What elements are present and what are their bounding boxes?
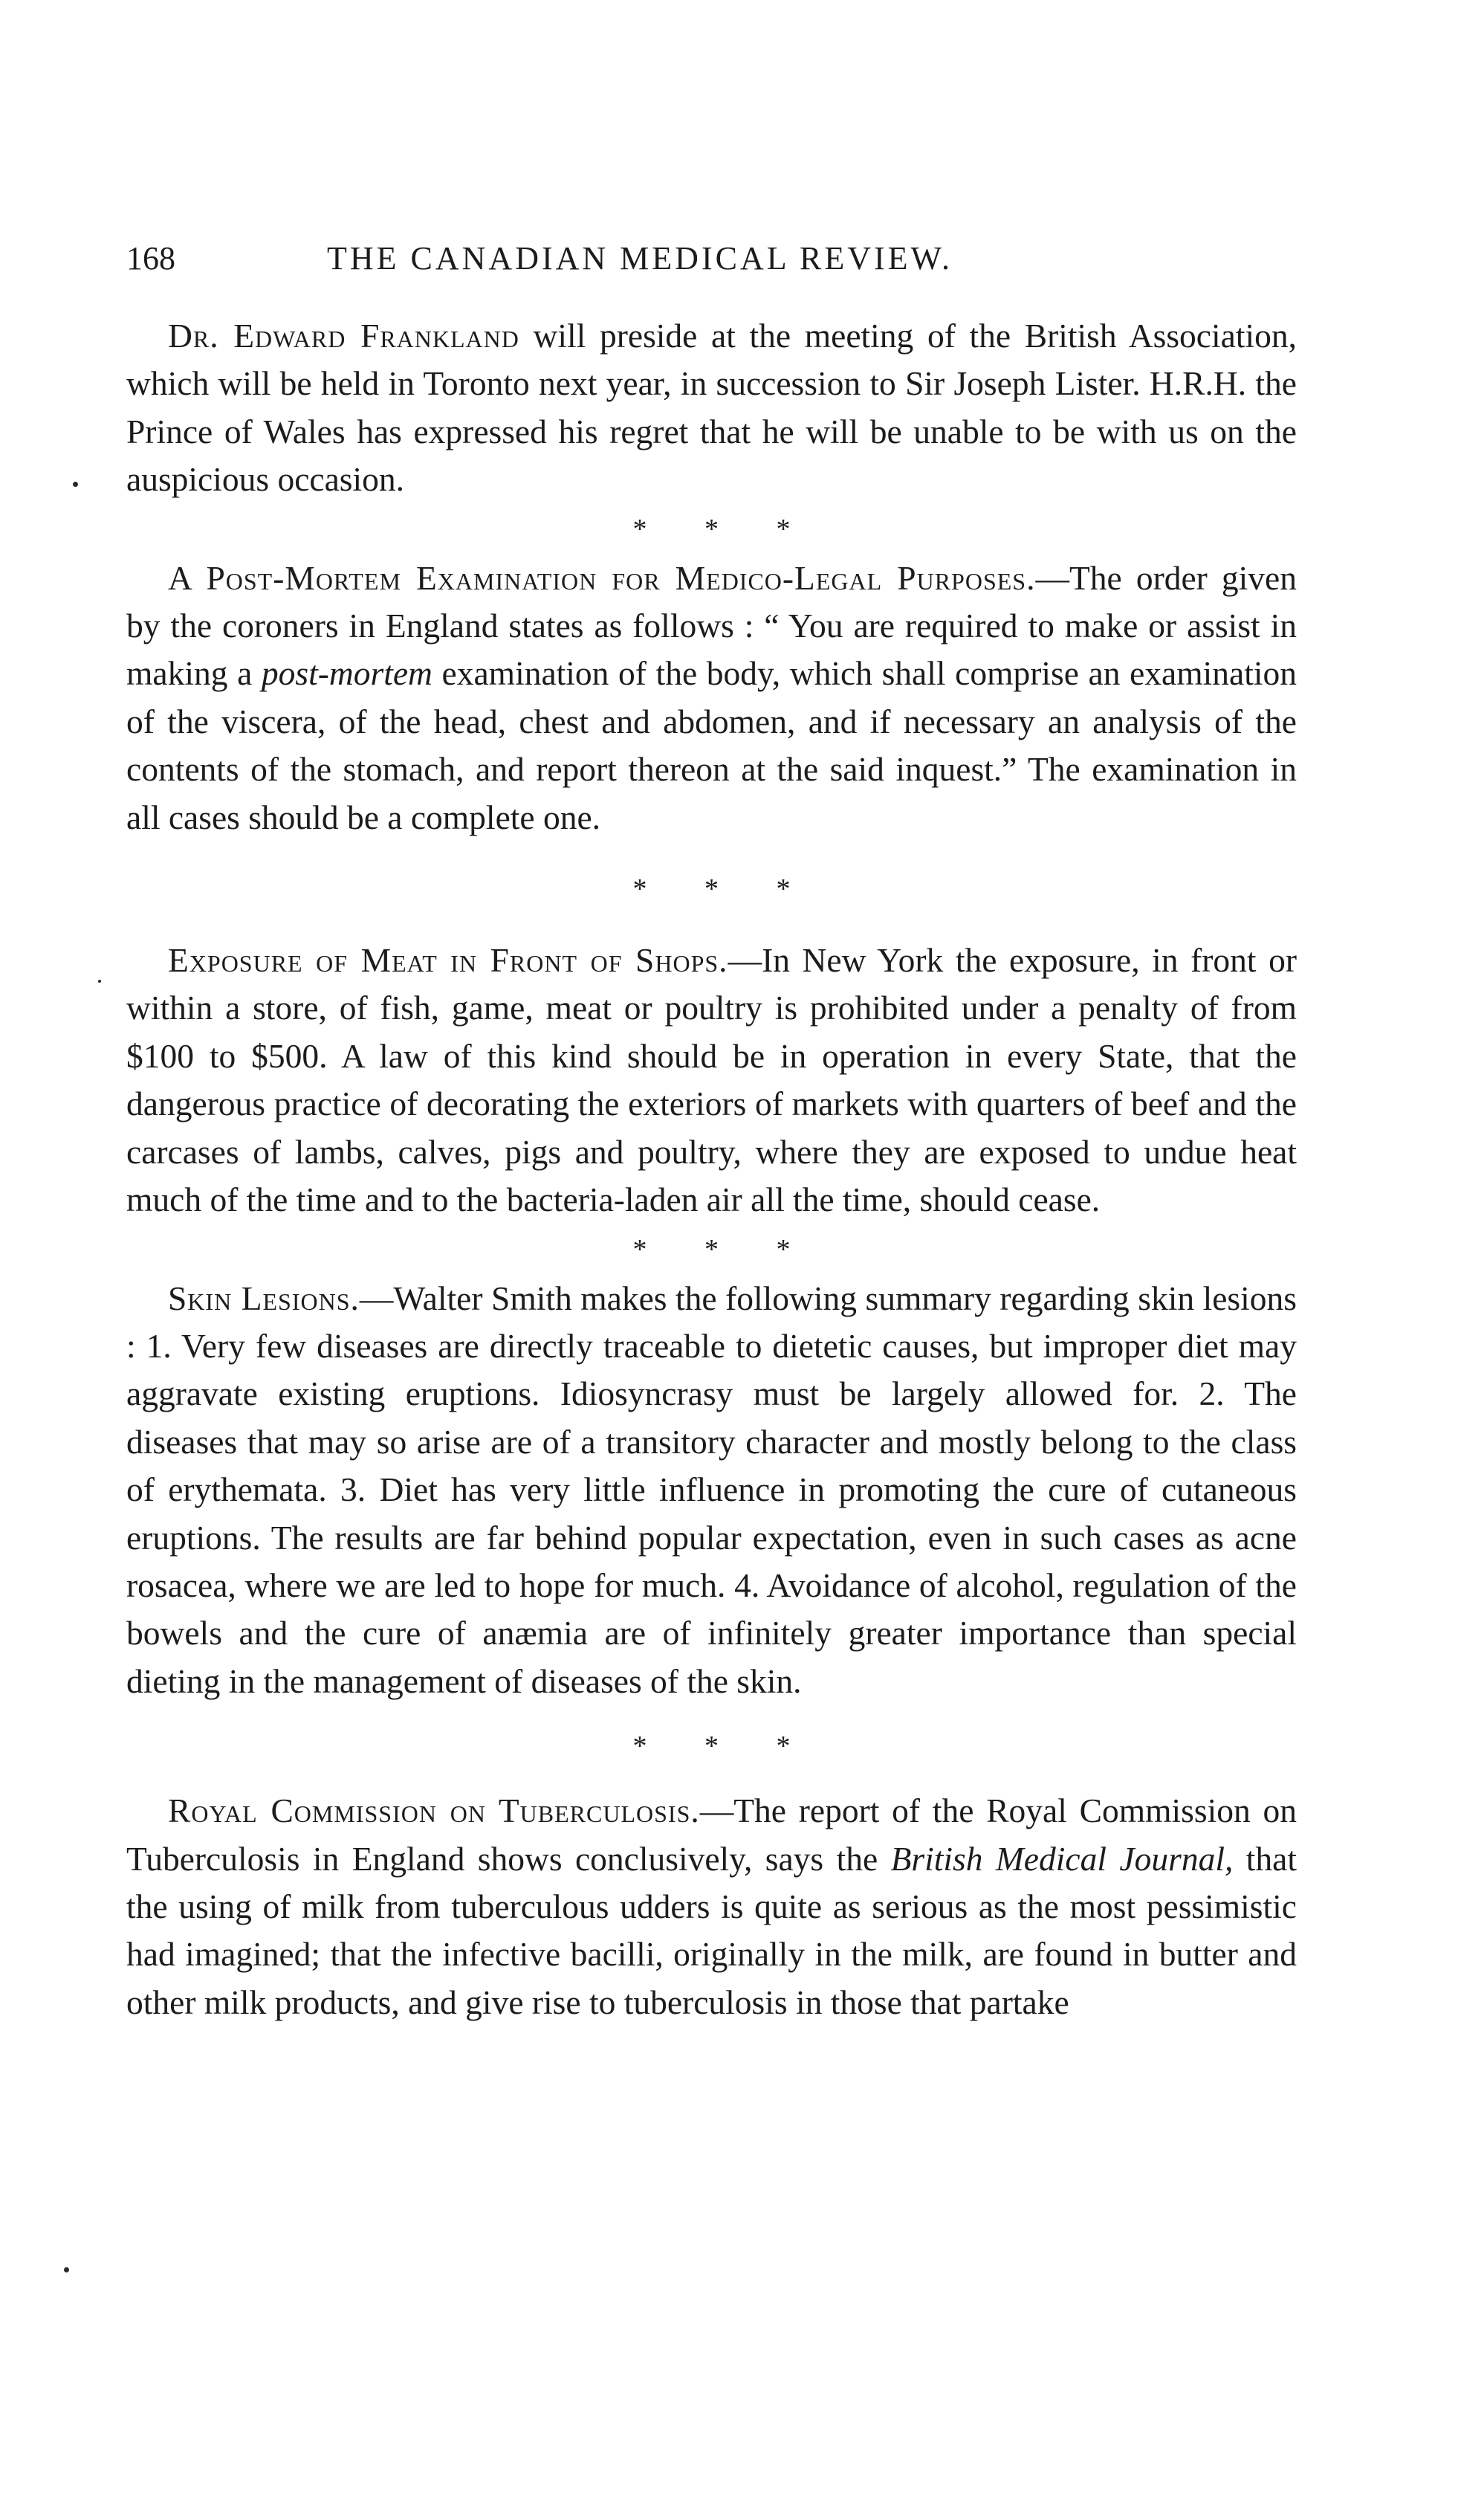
scan-speck bbox=[73, 482, 78, 487]
running-head bbox=[126, 236, 1085, 281]
journal-title: THE CANADIAN MEDICAL REVIEW. bbox=[327, 240, 953, 277]
scan-speck bbox=[98, 980, 101, 983]
article-text: —The order given by the coroners in England states as follows : “ You are required to make or assist in making a bbox=[126, 558, 1297, 693]
page-number: 168 bbox=[126, 240, 175, 277]
section-separator: * * * bbox=[632, 873, 816, 905]
article-frankland bbox=[126, 312, 1297, 504]
article-meat-exposure bbox=[126, 937, 1297, 1224]
article-heading: Royal Commission on Tuberculosis. bbox=[168, 1792, 700, 1830]
article-text: examination of the body, which shall comprise an examination of the viscera, of the head, chest and abdomen, and if necessary an analysis of the contents of the stomach, and report thereon at the said inquest.” The examination in all cases should be a complete one. bbox=[126, 654, 1297, 836]
article-skin-lesions bbox=[126, 1275, 1297, 1706]
article-text: —Walter Smith makes the following summary regarding skin lesions : 1. Very few diseases are directly traceable to dietetic causes, but improper diet may aggravate existing eruptions. Idiosyncrasy must be largely allowed for. 2. The diseases that may so arise are of a transitory character and mostly belong to the class of erythemata. 3. Diet has very little influence in promoting the cure of cutaneous eruptions. The results are far behind popular expectation, even in such cases as acne rosacea, where we are led to hope for much. 4. Avoidance of alcohol, regulation of the bowels and the cure of anæmia are of infinitely greater importance than special dieting in the management of diseases of the skin. bbox=[126, 1279, 1297, 1700]
journal-citation: British Medical Journal, bbox=[890, 1839, 1234, 1878]
article-text: will preside at the meeting of the British Association, which will be held in Toronto next year, in succession to Sir Joseph Lister. H.R.H. the Prince of Wales has expressed his regret that he will be unable to be with us on the auspicious occasion. bbox=[126, 317, 1297, 499]
body-text bbox=[126, 312, 1297, 2026]
section-separator: * * * bbox=[632, 513, 816, 545]
article-heading: Exposure of Meat in Front of Shops. bbox=[168, 941, 728, 980]
article-italic-term: post-mortem bbox=[261, 654, 432, 693]
article-heading: Dr. Edward Frankland bbox=[168, 317, 519, 355]
section-separator: * * * bbox=[632, 1233, 816, 1265]
article-heading: A Post-Mortem Examination for Medico-Legal Purposes. bbox=[168, 558, 1036, 597]
article-tuberculosis bbox=[126, 1787, 1297, 2026]
article-text: that the using of milk from tuberculous udders is quite as serious as the most pessimistic had imagined; that the infective bacilli, originally in the milk, are found in butter and other milk products, and give rise to tuberculosis in those that partake bbox=[126, 1839, 1297, 2021]
article-post-mortem bbox=[126, 555, 1297, 841]
article-text: —In New York the exposure, in front or within a store, of fish, game, meat or poultry is prohibited under a penalty of from $100 to $500. A law of this kind should be in operation in every State, that the dangerous practice of decorating the exteriors of markets with quarters of beef and the carcases of lambs, calves, pigs and poultry, where they are exposed to undue heat much of the time and to the bacteria-laden air all the time, should cease. bbox=[126, 941, 1297, 1219]
section-separator: * * * bbox=[632, 1731, 816, 1763]
article-text: —The report of the Royal Commission on Tuberculosis in England shows conclusively, says the bbox=[126, 1792, 1297, 1878]
article-heading: Skin Lesions. bbox=[168, 1279, 360, 1317]
scan-speck bbox=[64, 2267, 69, 2272]
